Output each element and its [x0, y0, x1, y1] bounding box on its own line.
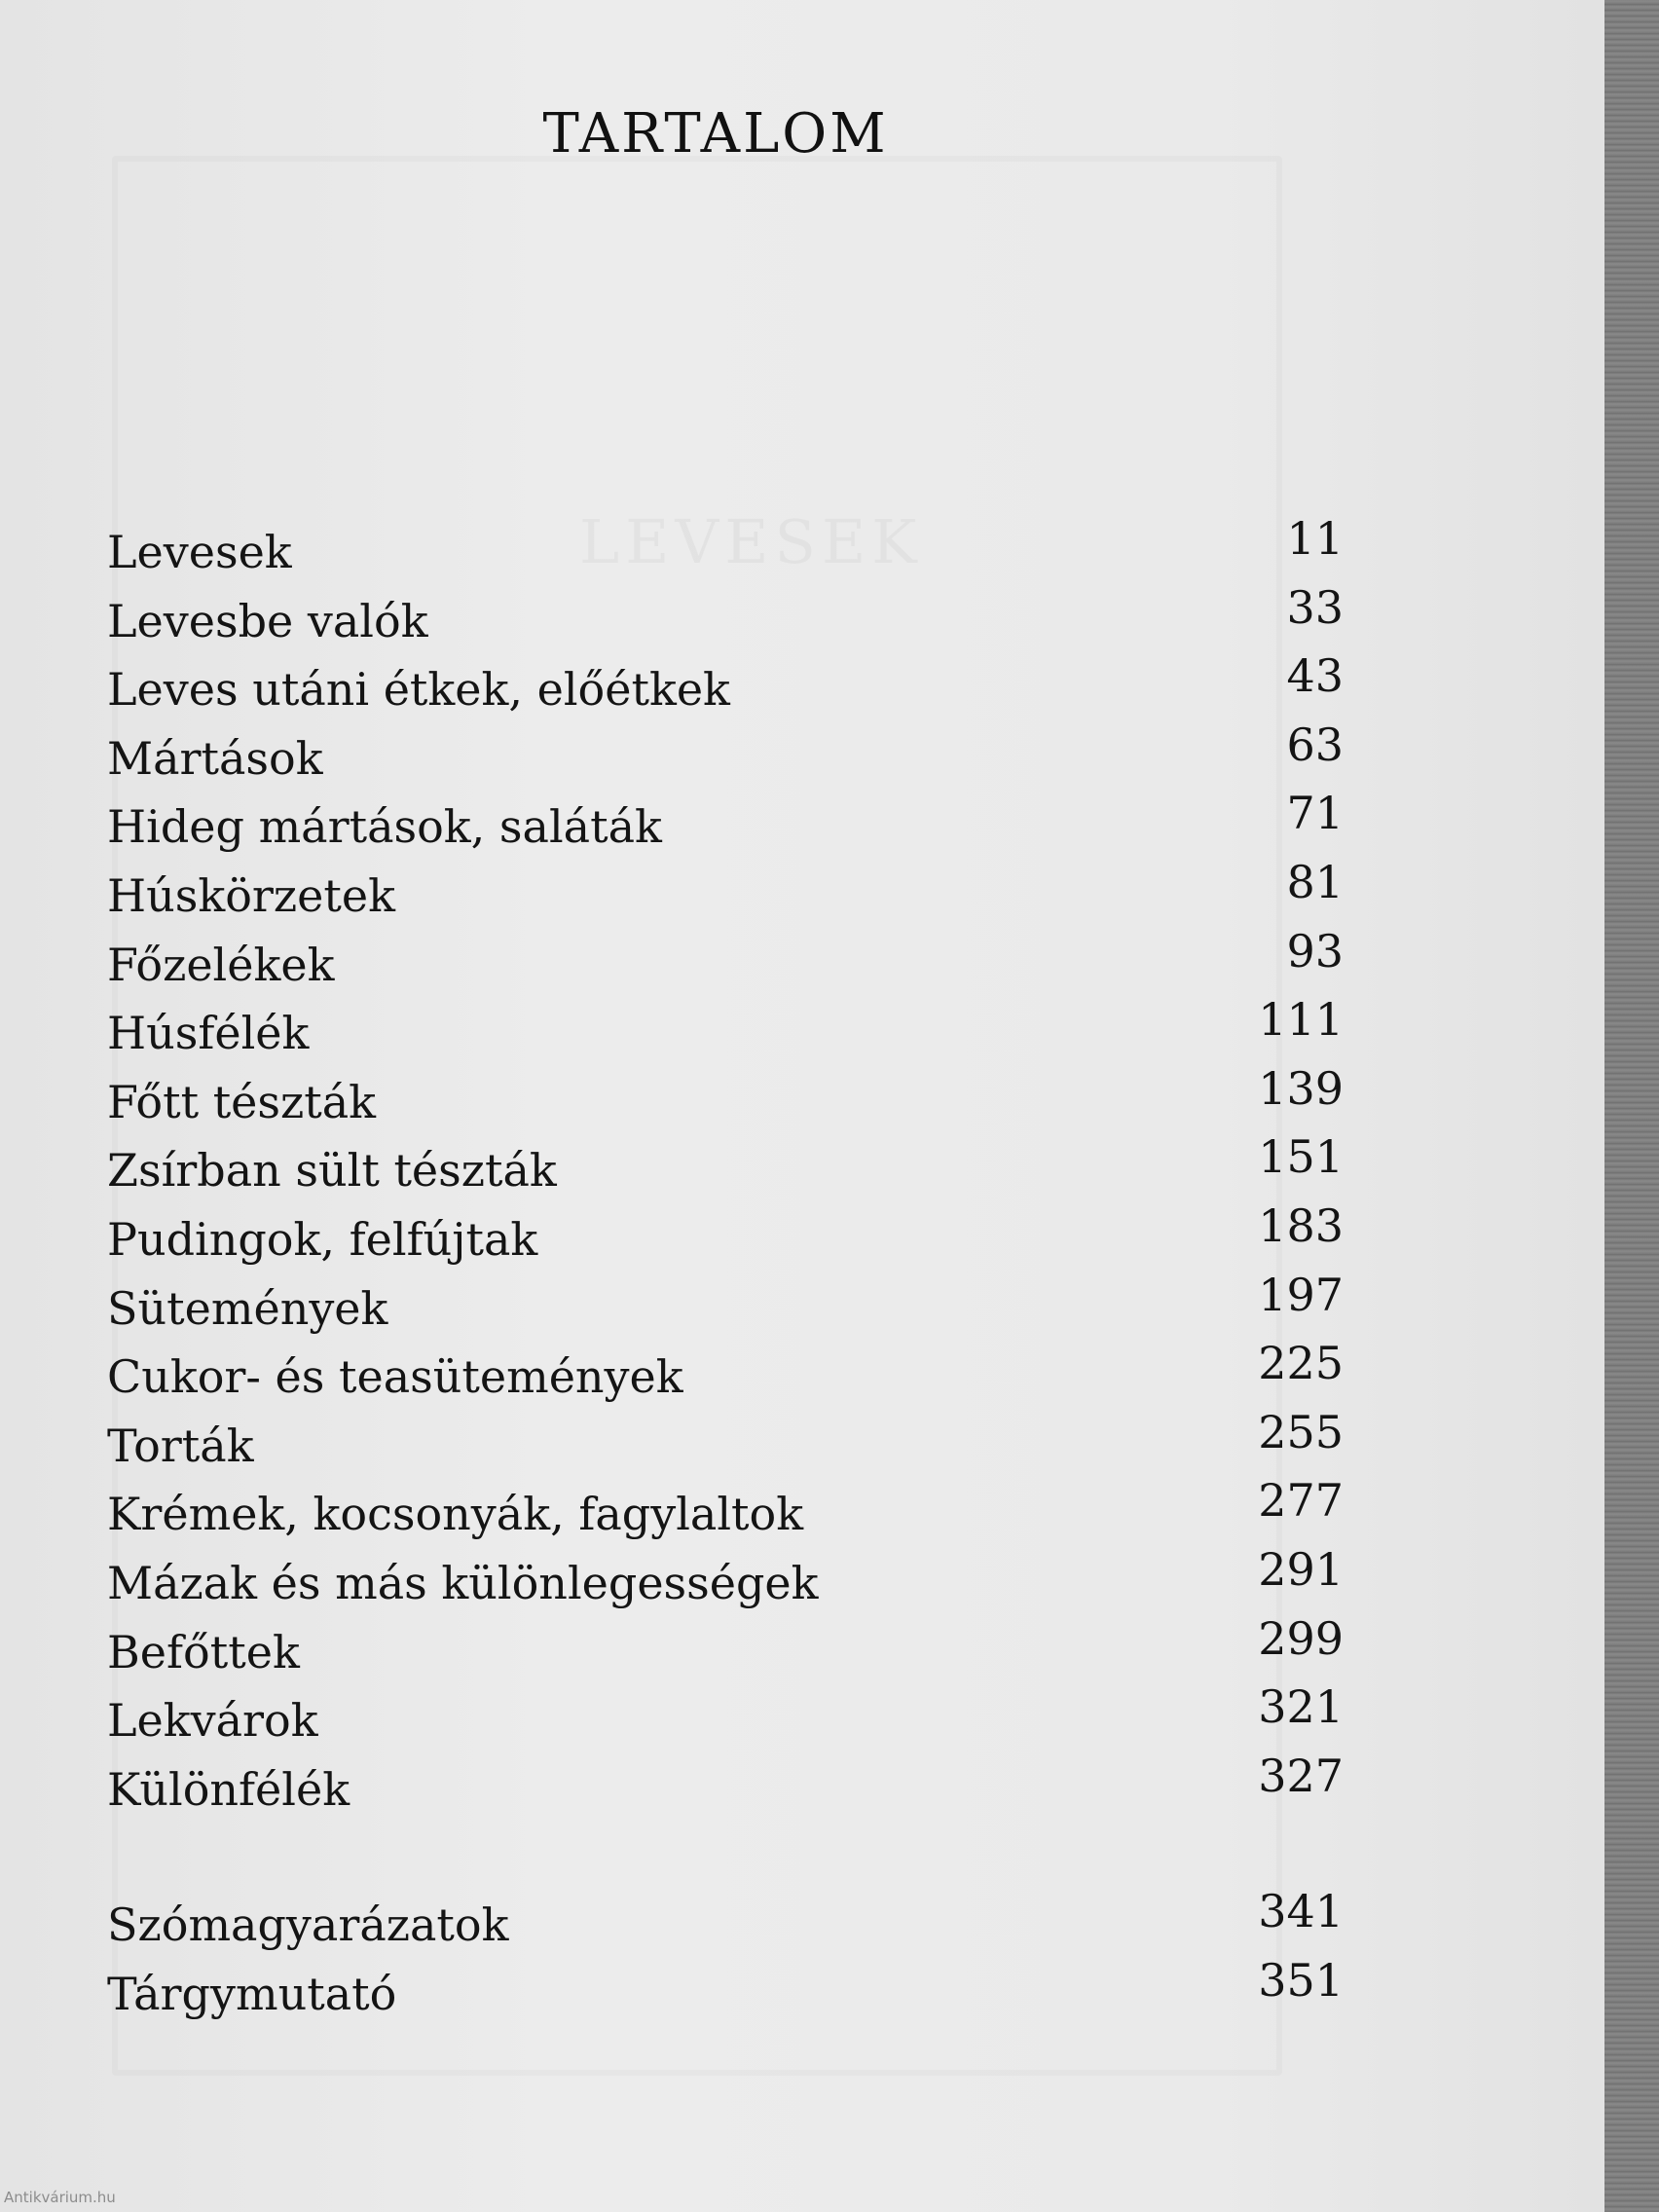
toc-entry	[107, 1130, 1344, 1203]
toc-entry-page-number: 139	[1258, 1061, 1344, 1115]
toc-entry	[107, 1061, 1344, 1135]
toc-entry	[107, 1749, 1344, 1823]
toc-entry-page-number: 111	[1258, 993, 1344, 1047]
toc-entry	[107, 1680, 1344, 1753]
toc-entry-label: Mártások	[107, 731, 323, 785]
toc-entry-page-number: 93	[1286, 924, 1344, 977]
toc-entry-label: Főzelékek	[107, 938, 335, 991]
toc-entry	[107, 993, 1344, 1066]
page-stack-edge	[1604, 0, 1659, 2212]
toc-entry-page-number: 327	[1258, 1749, 1344, 1802]
toc-entry	[107, 1611, 1344, 1685]
toc-entry	[107, 1268, 1344, 1342]
toc-entry-page-number: 351	[1258, 1953, 1344, 2007]
toc-entry	[107, 718, 1344, 792]
toc-entry-page-number: 63	[1286, 718, 1344, 771]
toc-entry	[107, 1405, 1344, 1479]
toc-title: TARTALOM	[542, 102, 889, 166]
toc-entry-label: Levesbe valók	[107, 594, 428, 647]
toc-entry-page-number: 299	[1258, 1611, 1344, 1665]
toc-entry-label: Lekvárok	[107, 1694, 318, 1748]
toc-entry	[107, 580, 1344, 654]
toc-entry-page-number: 81	[1286, 855, 1344, 908]
toc-entry-page-number: 197	[1258, 1268, 1344, 1321]
toc-entry	[107, 924, 1344, 998]
toc-entry	[107, 512, 1344, 585]
watermark: Antikvárium.hu	[4, 2189, 116, 2206]
toc-entry-page-number: 225	[1258, 1337, 1344, 1390]
toc-entry-label: Főtt tészták	[107, 1075, 377, 1128]
toc-entry-label: Leves utáni étkek, előétkek	[107, 663, 730, 717]
toc-entry-label: Zsírban sült tészták	[107, 1144, 557, 1198]
toc-entry-label: Húskörzetek	[107, 868, 395, 922]
toc-appendix-list	[107, 1885, 1344, 2026]
toc-entry-page-number: 151	[1258, 1130, 1344, 1184]
toc-entry-label: Mázak és más különlegességek	[107, 1556, 819, 1609]
toc-entry-page-number: 33	[1286, 580, 1344, 634]
toc-entry	[107, 1953, 1344, 2027]
toc-entry	[107, 1198, 1344, 1272]
toc-entry	[107, 1885, 1344, 1958]
toc-entry-label: Hideg mártások, saláták	[107, 800, 662, 854]
toc-entry-label: Sütemények	[107, 1281, 388, 1335]
toc-entry	[107, 1337, 1344, 1410]
toc-entry-label: Tárgymutató	[107, 1967, 397, 2020]
toc-entry-label: Cukor- és teasütemények	[107, 1350, 683, 1404]
toc-entry	[107, 1474, 1344, 1547]
toc-entry-label: Krémek, kocsonyák, fagylaltok	[107, 1488, 804, 1541]
toc-entry-page-number: 255	[1258, 1405, 1344, 1458]
toc-entry-label: Szómagyarázatok	[107, 1899, 509, 1951]
toc-entry-page-number: 321	[1258, 1680, 1344, 1734]
toc-entry-page-number: 71	[1286, 787, 1344, 840]
toc-entry	[107, 855, 1344, 929]
toc-entry-page-number: 277	[1258, 1474, 1344, 1528]
toc-entry-label: Különfélék	[107, 1762, 350, 1816]
toc-entry-label: Befőttek	[107, 1625, 300, 1678]
toc-entry	[107, 787, 1344, 860]
toc-entry-label: Torták	[107, 1419, 254, 1472]
toc-entry-page-number: 11	[1286, 512, 1344, 565]
toc-entry-label: Húsfélék	[107, 1007, 310, 1060]
toc-entry-label: Pudingok, felfújtak	[107, 1212, 538, 1266]
toc-entry	[107, 649, 1344, 722]
toc-entry-page-number: 183	[1258, 1198, 1344, 1252]
toc-entry	[107, 1542, 1344, 1616]
toc-entry-page-number: 43	[1286, 649, 1344, 703]
toc-entry-page-number: 341	[1258, 1885, 1344, 1937]
toc-entry-page-number: 291	[1258, 1542, 1344, 1596]
toc-entry-label: Levesek	[107, 526, 292, 578]
toc-list	[107, 512, 1344, 1822]
